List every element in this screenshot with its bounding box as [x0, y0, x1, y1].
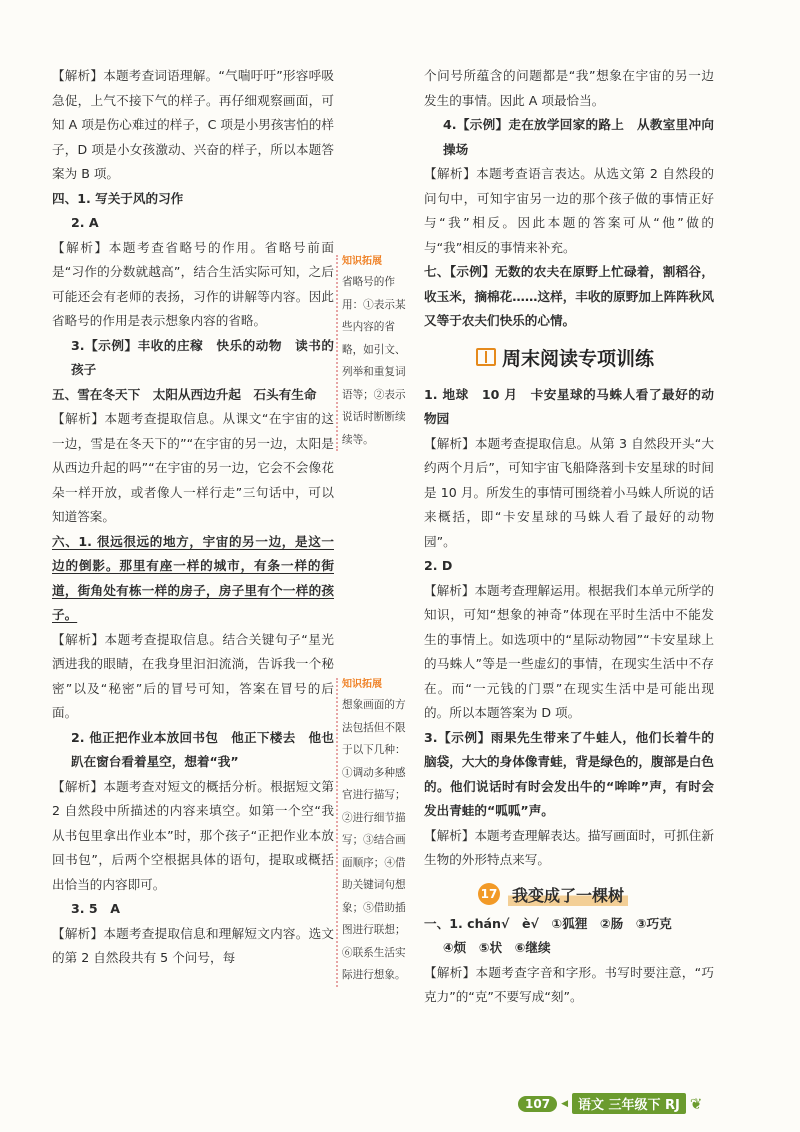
- right-top-section: [424, 64, 714, 334]
- knowledge-note-text: 省略号的作用：①表示某些内容的省略，如引文、列举和重复词语等；②表示说话时断断续续等。: [342, 276, 406, 446]
- answer-paragraph: ④烦 ⑤状 ⑥继续: [443, 940, 551, 955]
- answer-paragraph: 【解析】本题考查理解表达。描写画面时，可抓住新生物的外形特点来写。: [424, 827, 714, 867]
- subject-label: 语文 三年级下 RJ: [572, 1093, 686, 1114]
- answer-paragraph: 【解析】本题考查理解运用。根据我们本单元所学的知识，可知“想象的神奇”体现在平时生活中不能发生的事情上。如选项中的“星际动物园”“卡安星球上的马蛛人”等是一些虚幻的事情，在现实生活中不存在。而“一元钱的门票”在现实生活中是可能出现的。所以本题答案为 D 项。: [424, 582, 714, 720]
- lesson-heading: [478, 883, 714, 906]
- answer-paragraph: 【解析】本题考查字音和字形。书写时要注意，“巧克力”的“克”不要写成“刻”。: [424, 964, 714, 1004]
- answer-paragraph: 【解析】本题考查对短文的概括分析。根据短文第 2 自然段中所描述的内容来填空。如第一个空“我从书包里拿出作业本”时，那个孩子“正把作业本放回书包”，后两个空根据具体的语句，提取或概括出恰当的内容即可。: [52, 778, 334, 892]
- lesson-title: 我变成了一棵树: [508, 883, 628, 906]
- answer-paragraph: 【解析】本题考查提取信息。结合关键句子“星光洒进我的眼睛，在我身里汩汩流淌，告诉我一个秘密”以及“秘密”后的冒号可知，答案在冒号的后面。: [52, 631, 334, 720]
- lesson-number: 17: [478, 883, 500, 905]
- answer-paragraph: 3. 5 A: [71, 901, 121, 916]
- left-column: [52, 64, 334, 971]
- answer-paragraph: 4.【示例】走在放学回家的路上 从教室里冲向操场: [443, 117, 714, 157]
- right-mid-section: [424, 383, 714, 873]
- answer-paragraph: 2. 他正把作业本放回书包 他正下楼去 他也趴在窗台看着星空，想着“我”: [71, 729, 334, 769]
- answer-paragraph: 【解析】本题考查语言表达。从选文第 2 自然段的问句中，可知宇宙另一边的那个孩子做的事情正好与“我”相反。因此本题的答案可从“他”做的与“我”相反的事情来补充。: [424, 166, 714, 255]
- banner-title: 周末阅读专项训练: [502, 347, 655, 370]
- answer-paragraph: 一、1. chán√ è√ ①狐狸 ②肠 ③巧克: [424, 915, 672, 931]
- answer-paragraph: 2. A: [71, 215, 99, 230]
- answer-paragraph: 七、【示例】无数的农夫在原野上忙碌着，割稻谷，收玉米，摘棉花……这样，丰收的原野加上阵阵秋风又等于农夫们快乐的心情。: [424, 264, 714, 328]
- knowledge-note-2: [336, 678, 416, 987]
- answer-paragraph: 六、1. 很远很远的地方，宇宙的另一边，是这一边的倒影。那里有座一样的城市，有条一样的街道，街角处有栋一样的房子，房子里有个一样的孩子。: [52, 533, 334, 622]
- answer-paragraph: 【解析】本题考查提取信息。从课文“在宇宙的这一边，雪是在冬天下的”“在宇宙的另一边，太阳是从西边升起的吗”“在宇宙的另一边，它会不会像花朵一样开放，或者像人一样行走”三句话中，可以知道答案。: [52, 411, 334, 524]
- answer-paragraph: 【解析】本题考查省略号的作用。省略号前面是“习作的分数就越高”，结合生活实际可知，之后可能还会有老师的表扬，习作的讲解等内容。因此省略号的作用是表示想象内容的省略。: [52, 239, 334, 328]
- answer-paragraph: 五、雪在冬天下 太阳从西边升起 石头有生命: [52, 386, 317, 402]
- answer-paragraph: 3.【示例】雨果先生带来了牛蛙人，他们长着牛的脑袋，大大的身体像青蛙，背是绿色的，腹部是白色的。他们说话时有时会发出牛的“哞哞”声，有时会发出青蛙的“呱呱”声。: [424, 729, 714, 818]
- weekend-reading-banner: [476, 344, 714, 371]
- answer-paragraph: 【解析】本题考查提取信息。从第 3 自然段开头“大约两个月后”，可知宇宙飞船降落到卡安星球的时间是 10 月。所发生的事情可围绕着小马蛛人所说的话来概括，即“卡安星球的马蛛人看了最好的动物园”。: [424, 435, 714, 549]
- knowledge-note-title: 知识拓展: [342, 256, 382, 267]
- answer-paragraph: 3.【示例】丰收的庄稼 快乐的动物 读书的孩子: [71, 337, 334, 377]
- knowledge-note-text: 想象画面的方法包括但不限于以下几种：①调动多种感官进行描写；②进行细节描写；③结合画面顺序；④借助关键词句想象；⑤借助插图进行联想；⑥联系生活实际进行想象。: [342, 699, 406, 981]
- right-bottom-section: [424, 912, 714, 1010]
- answer-paragraph: 【解析】本题考查词语理解。“气喘吁吁”形容呼吸急促，上气不接下气的样子。再仔细观察画面，可知 A 项是伤心难过的样子，C 项是小男孩害怕的样子，D 项是小女孩激动、兴奋的样子，所以本题答案为 B 项。: [52, 68, 334, 181]
- knowledge-note-1: [336, 255, 416, 451]
- page-number: 107: [518, 1096, 557, 1112]
- arrow-left-icon: ◀: [561, 1098, 568, 1109]
- answer-paragraph: 1. 地球 10 月 卡安星球的马蛛人看了最好的动物园: [424, 386, 714, 426]
- answer-paragraph: 四、1. 写关于风的习作: [52, 190, 184, 206]
- knowledge-note-title: 知识拓展: [342, 679, 382, 690]
- right-column: [424, 64, 714, 1010]
- answer-paragraph: 2. D: [424, 558, 453, 573]
- page-footer: [518, 1093, 702, 1114]
- book-icon: [476, 348, 496, 366]
- answer-paragraph: 【解析】本题考查提取信息和理解短文内容。选文的第 2 自然段共有 5 个问号，每: [52, 925, 334, 965]
- maple-leaf-icon: ❦: [689, 1094, 703, 1113]
- answer-paragraph: 个问号所蕴含的问题都是“我”想象在宇宙的另一边发生的事情。因此 A 项最恰当。: [424, 68, 714, 108]
